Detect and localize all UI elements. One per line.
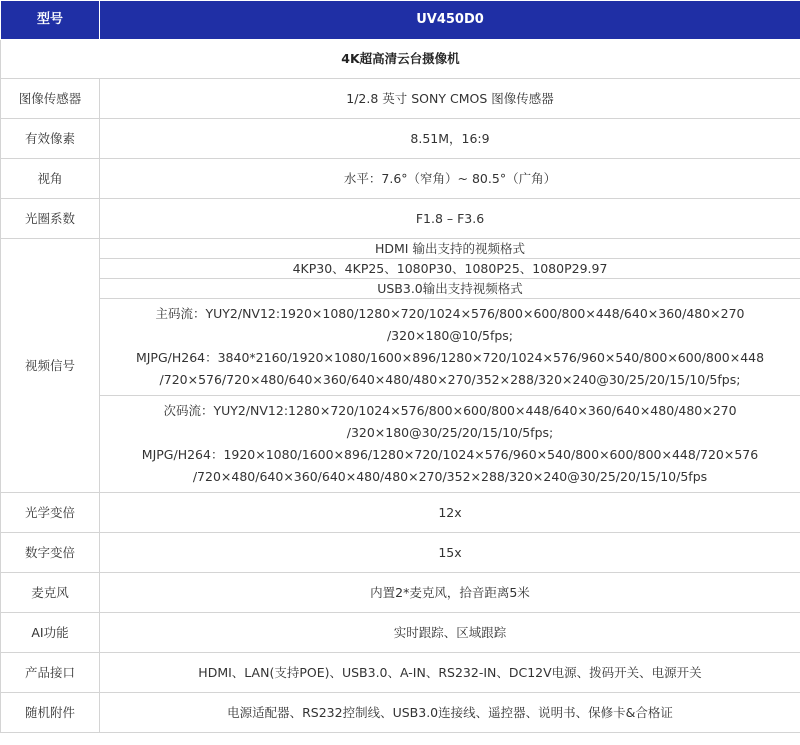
- row-value: F1.8 – F3.6: [100, 199, 800, 239]
- hdmi-formats: 4KP30、4KP25、1080P30、1080P25、1080P29.97: [100, 259, 800, 279]
- sub-stream: [100, 396, 800, 493]
- row-label: AI功能: [1, 613, 100, 653]
- table-row: [1, 493, 800, 533]
- main-stream: [100, 299, 800, 396]
- table-header: [1, 1, 800, 40]
- row-label: 光学变倍: [1, 493, 100, 533]
- row-value: 电源适配器、RS232控制线、USB3.0连接线、遥控器、说明书、保修卡&合格证: [100, 693, 800, 733]
- row-label: 图像传感器: [1, 79, 100, 119]
- main-stream-row: [1, 299, 800, 396]
- table-row: [1, 79, 800, 119]
- table-row: [1, 693, 800, 733]
- table-row: [1, 159, 800, 199]
- model-label: 型号: [1, 1, 100, 40]
- table-row: [1, 613, 800, 653]
- row-value: 内置2*麦克风，拾音距离5米: [100, 573, 800, 613]
- table-row: [1, 653, 800, 693]
- row-value: 8.51M，16:9: [100, 119, 800, 159]
- row-value: 15x: [100, 533, 800, 573]
- model-value: UV450D0: [100, 1, 800, 40]
- main-stream-line: /720×576/720×480/640×360/640×480/480×270/352×288/320×240@30/25/20/15/10/5fps;: [159, 372, 741, 387]
- row-value: 1/2.8 英寸 SONY CMOS 图像传感器: [100, 79, 800, 119]
- table-row: [1, 199, 800, 239]
- row-value: 水平：7.6°（窄角）~ 80.5°（广角）: [100, 159, 800, 199]
- sub-stream-line: /720×480/640×360/640×480/480×270/352×288/320×240@30/25/20/15/10/5fps: [192, 469, 708, 484]
- sub-stream-line: 次码流：YUY2/NV12:1280×720/1024×576/800×600/800×448/640×360/640×480/480×270: [163, 403, 737, 418]
- row-value: HDMI、LAN(支持POE)、USB3.0、A-IN、RS232-IN、DC12V电源、拨码开关、电源开关: [100, 653, 800, 693]
- table-row: [1, 573, 800, 613]
- main-stream-line: MJPG/H264：3840*2160/1920×1080/1600×896/1280×720/1024×576/960×540/800×600/800×448: [135, 350, 765, 365]
- sub-stream-line: /320×180@30/25/20/15/10/5fps;: [346, 425, 554, 440]
- sub-stream-line: MJPG/H264：1920×1080/1600×896/1280×720/1024×576/960×540/800×600/800×448/720×576: [141, 447, 759, 462]
- table-row: [1, 533, 800, 573]
- main-stream-line: 主码流：YUY2/NV12:1920×1080/1280×720/1024×576/800×600/800×448/640×360/480×270: [155, 306, 745, 321]
- table-row: [1, 119, 800, 159]
- main-stream-line: /320×180@10/5fps;: [386, 328, 514, 343]
- hdmi-title: HDMI 输出支持的视频格式: [100, 239, 800, 259]
- usb-title: USB3.0输出支持视频格式: [100, 279, 800, 299]
- video-usb-title-row: [1, 279, 800, 299]
- sub-stream-row: [1, 396, 800, 493]
- video-hdmi-formats-row: [1, 259, 800, 279]
- row-label: 产品接口: [1, 653, 100, 693]
- row-value: 实时跟踪、区域跟踪: [100, 613, 800, 653]
- row-label: 光圈系数: [1, 199, 100, 239]
- product-name-row: [1, 40, 800, 79]
- row-label: 麦克风: [1, 573, 100, 613]
- row-label: 有效像素: [1, 119, 100, 159]
- row-label: 随机附件: [1, 693, 100, 733]
- row-label: 数字变倍: [1, 533, 100, 573]
- video-hdmi-title-row: [1, 239, 800, 259]
- product-name: 4K超高清云台摄像机: [1, 40, 800, 79]
- row-label: 视角: [1, 159, 100, 199]
- row-value: 12x: [100, 493, 800, 533]
- video-signal-label: 视频信号: [1, 239, 100, 493]
